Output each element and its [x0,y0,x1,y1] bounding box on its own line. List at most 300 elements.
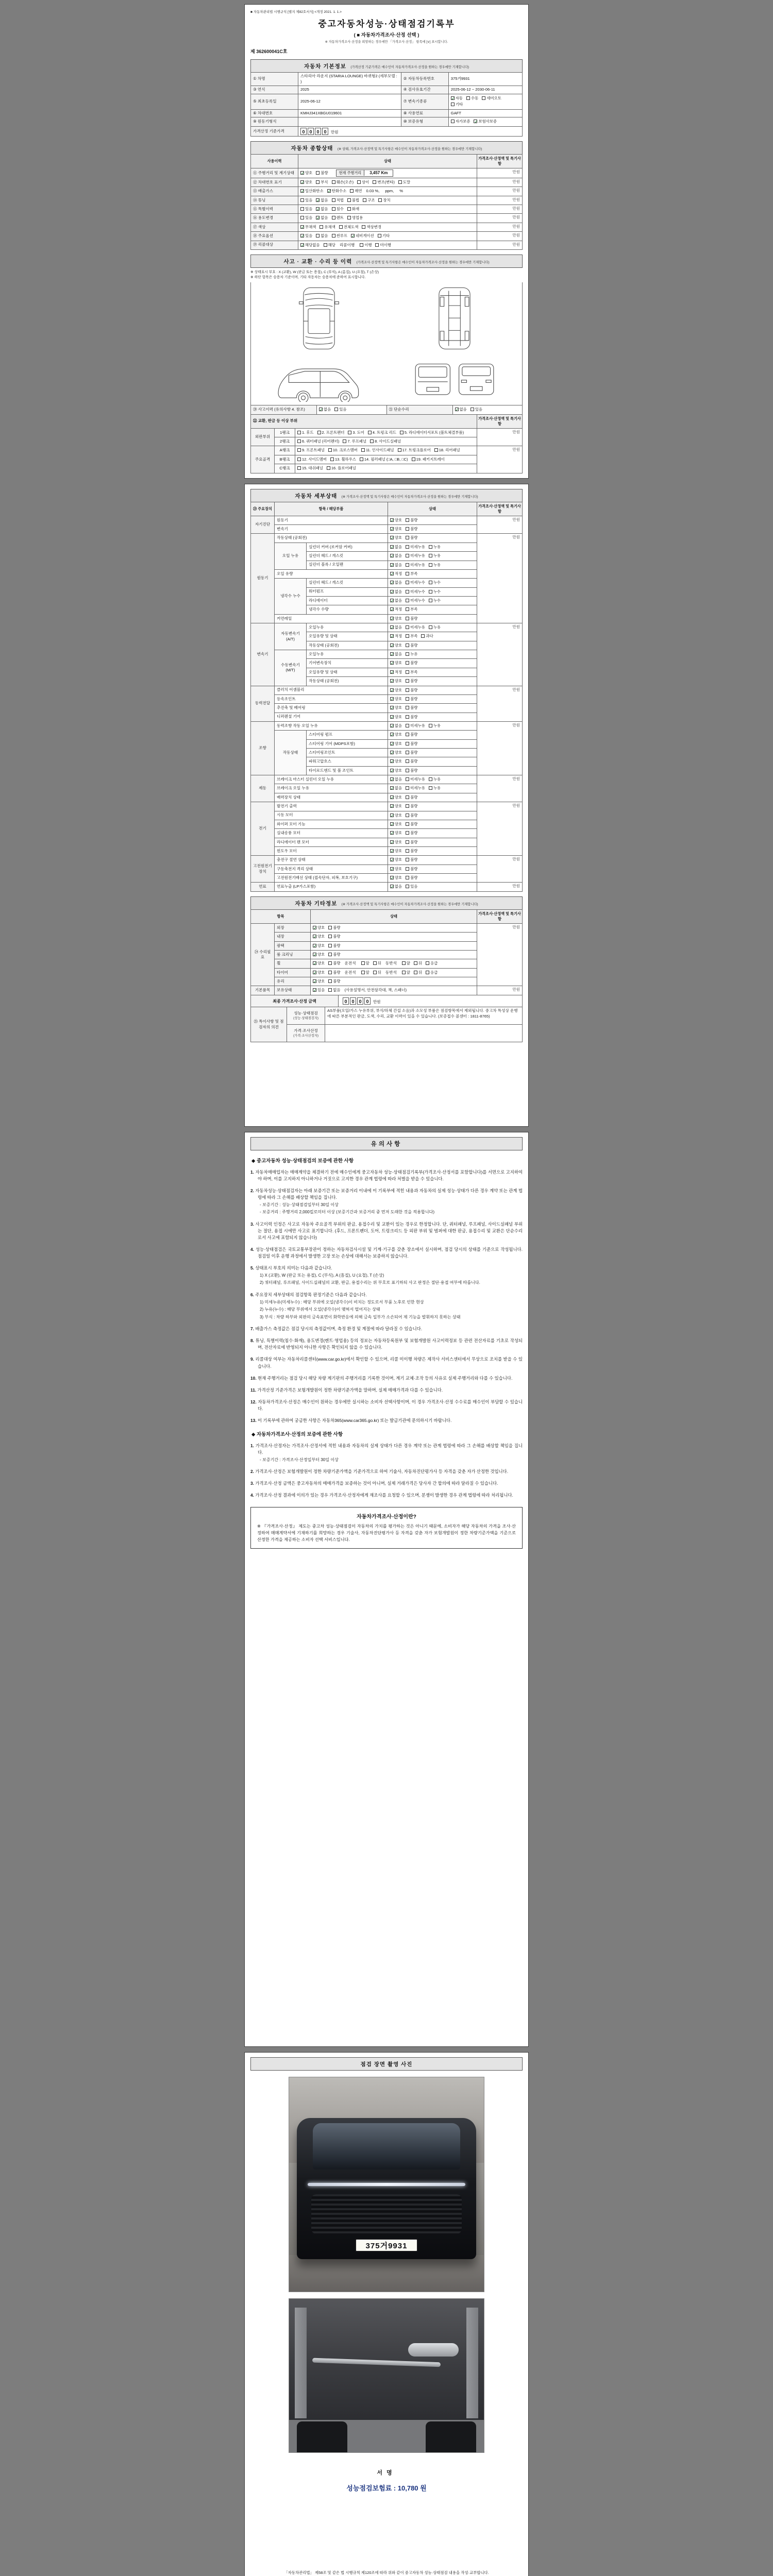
option-label: 양호 [394,759,402,764]
option-label: 1. 후드 [302,430,314,435]
checkbox-icon: ✓ [313,979,317,985]
rank-label: 1랭크 [275,428,295,437]
checkbox-icon [398,448,401,452]
checkbox-option [316,215,328,221]
checkbox-icon: ✓ [390,598,395,603]
price-cell: 만원 [477,196,523,205]
price-digit: 0 [308,128,314,135]
checkbox-option [348,430,364,435]
price-digit: 0 [315,128,321,135]
checkbox-icon [406,849,409,853]
checkbox-option [406,652,417,657]
checkbox-option [332,180,354,185]
checkbox-option [429,777,441,782]
option-label: 불량 [333,943,341,948]
option-label: 미세누수 [410,598,425,603]
device-item: 오일유량 및 상태 [307,668,388,676]
checkbox-option [347,198,359,203]
item-label: ⑭ 튜닝 [251,196,298,205]
option-label: 누유 [433,553,441,558]
notice-subitem: 2) 누유(누수) : 해당 부위에서 오일(냉각수)이 맺혀서 떨어지는 상태 [260,1307,380,1312]
field-label: ⑩ 보증유형 [401,117,448,126]
option-label: 전체도색 [343,224,359,229]
checkbox-icon [332,198,335,202]
final-price-value [339,995,523,1007]
price-cell: 만원 [477,986,523,995]
checkbox-option [361,970,369,975]
option-label: 양호 [305,179,313,184]
option-label: 썬루프 [336,233,347,239]
column-header: 상태 [388,502,477,516]
checkbox-icon [347,216,351,219]
checkbox-option [390,768,402,773]
checkbox-option [390,589,402,595]
checkbox-option [297,457,327,462]
option-label: 양호 [394,527,402,532]
device-state [388,552,477,561]
option-label: 구조 [367,197,375,202]
option-label: 양호 [317,934,325,939]
checkbox-icon [316,180,320,184]
checkbox-icon: ✓ [390,812,395,818]
notice-number: 13. [250,1417,258,1423]
checkbox-icon: ✓ [390,634,395,639]
notice-number: 6. [250,1292,256,1297]
option-label: 불량 [410,714,418,719]
checkbox-option [429,723,441,728]
device-item: 시동 모터 [275,811,388,820]
etc-state [311,986,477,995]
checkbox-icon [347,198,351,202]
checkbox-option [390,715,402,720]
checkbox-icon [466,96,470,100]
overall-row [251,223,523,231]
device-item: 원동기 [275,516,388,524]
option-label: 장치 [383,197,391,202]
option-label: 양호 [305,171,313,176]
checkbox-icon [406,876,409,879]
device-item: 기어변속장치 [307,659,388,668]
checkbox-icon [373,180,376,184]
checkbox-icon [317,431,321,434]
checkbox-option [455,407,467,412]
final-price-label: 최종 가격조사·산정 금액 [251,995,339,1007]
device-item: 실린더 헤드 / 개스킷 [307,552,388,561]
checkbox-icon [324,243,327,247]
checkbox-icon: ✓ [301,242,305,248]
checkbox-option [412,457,445,462]
checkbox-icon [406,769,409,772]
checkbox-option [300,233,312,239]
option-label: 이행 [364,242,372,247]
notice-item [250,1492,523,1499]
price-cell: 만원 [477,686,523,721]
checkbox-option [350,189,362,194]
price-cell: 만원 [477,223,523,231]
checkbox-icon [334,408,338,411]
price-digit: 0 [343,997,349,1005]
option-label: 양호 [317,943,325,948]
checkbox-option [363,198,375,203]
page-title: 중고자동차성능·상태점검기록부 [318,19,455,29]
checkbox-icon [332,207,335,211]
device-state [388,838,477,846]
checkbox-icon [429,554,432,557]
section-header-basic [250,59,523,73]
field-value: GAFT [448,109,522,117]
checkbox-option [316,198,328,203]
option-label: 불량 [410,616,418,621]
checkbox-option [316,180,328,185]
front-grille [311,2194,462,2234]
checkbox-option [390,697,402,702]
checkbox-option [330,457,356,462]
notice-item [250,1246,523,1260]
option-label: 적정 [394,571,402,576]
checkbox-icon [429,590,432,594]
field-value: KMHJ341XBGU019601 [298,109,401,117]
notice-subitem: 3) 부식 : 차량 하부와 외판의 금속표면이 화학반응에 의해 금속 일부가 소손되어 제 기능을 발휘하지 못하는 상태 [260,1314,461,1319]
checkbox-icon: ✓ [390,705,395,711]
price-cell: 만원 [477,923,523,986]
option-label: 9. 프론트패널 [302,448,325,453]
option-label: 불량 [410,794,418,800]
device-item: 윈도우 모터 [275,847,388,856]
checkbox-option [451,102,463,107]
option-label: 해당 [328,242,335,247]
field-value [298,117,401,126]
checkbox-icon [406,536,409,539]
checkbox-option [406,625,425,630]
option-label: 없음 [394,544,402,549]
checkbox-icon [406,804,409,808]
checkbox-icon [402,971,406,974]
checkbox-option [313,934,325,939]
device-item: 구동축전지 격리 상태 [275,865,388,873]
checkbox-option [297,448,325,453]
notice-text: 가격조사·산정자는 가격조사·산정서에 적힌 내용과 자동차의 실제 상태가 다른 경우 계약 또는 관계 법령에 따라 그 손해를 배상할 책임을 집니다. [255,1443,523,1455]
checkbox-option [390,679,402,684]
etc-row [251,986,523,995]
option-label: 불량 [410,741,418,746]
option-label: 누유 [433,786,441,791]
option-label: 없음 [459,407,467,412]
option-label: 양호 [317,979,325,984]
checkbox-option [429,580,441,585]
checkbox-icon: ✓ [351,233,356,239]
checkbox-option [406,840,417,845]
section-title-accident: 사고 · 교환 · 수리 등 이력 [283,258,352,265]
notice-subtitle: ◆ 중고자동차 성능·상태점검의 보증에 관한 사항 [251,1158,354,1164]
checkbox-option [313,952,325,957]
value-text: 운전석 [344,961,356,966]
option-label: 양호 [394,741,402,746]
option-label: 적정 [394,607,402,612]
item-state [298,223,477,231]
checkbox-icon: ✓ [390,777,395,783]
panel-row [251,428,523,437]
etc-item: 휠 [275,959,311,968]
notice-items [250,1169,523,1424]
checkbox-icon: ✓ [451,95,455,101]
price-cell: 만원 [477,205,523,214]
checkbox-option [313,988,325,993]
price-digit: 0 [350,997,356,1005]
option-label: 없음 [324,407,331,412]
device-group: 자기진단 [251,516,275,534]
item-state [298,187,477,196]
device-item: 오일누유 [307,650,388,659]
fee-label: 성능점검보험료 : [346,2484,396,2492]
option-label: 7. 루프패널 [347,439,367,444]
device-subgroup: 오일 누유 [275,543,307,569]
checkbox-icon: ✓ [390,535,395,541]
checkbox-option [451,119,470,124]
checkbox-option [390,688,402,693]
device-item: 브레이크 마스터 실린더 오일 누유 [275,775,388,784]
checkbox-icon [343,439,346,443]
option-label: 앞 [365,970,369,975]
option-label: 부족 [410,571,418,576]
checkbox-option [390,535,402,540]
checkbox-option [390,580,402,585]
option-label: 양호 [394,857,402,862]
option-label: 불량 [333,979,341,984]
basic-row [251,86,523,94]
notice-text: 사고이력 인정은 사고로 자동차 주요골격 부위의 판금, 용접수리 및 교환이 있는 경우로 한정합니다. 단, 쿼터패널, 루프패널, 사이드실패널 부위는 절단, 용접 시에만 사고로 표기합니다. (후드, 프론트펜더, 도어, 트렁크리드 등 외판 부위 및 범퍼에 대한 판금, 용접수리 및 교환은 단순수리로서 사고에 포함되지 않습니다) [255,1221,523,1240]
checkbox-icon [406,885,409,888]
checkbox-icon [406,724,409,727]
section-note-detail: (※ 가격조사·산정액 및 특기사항은 매수인이 자동차가격조사·산정을 원하는 경우에만 기재합니다) [341,495,478,499]
field-value: 375거9931 [448,73,522,86]
checkbox-icon: ✓ [301,189,305,194]
checkbox-option [390,813,402,818]
column-header: 항목 [251,909,311,923]
device-item: 타이로드엔드 및 볼 조인트 [307,766,388,775]
notice-number: 4. [250,1246,256,1252]
notice-item [250,1387,523,1394]
device-state [388,623,477,632]
price-digit-boxes [343,999,381,1004]
checkbox-option [327,189,347,194]
checkbox-icon: ✓ [313,970,317,975]
checkbox-option [347,215,363,221]
option-label: 탄화수소 [331,189,347,194]
device-item: 디퍼렌셜 기어 [275,713,388,721]
price-cell: 만원 [477,428,523,446]
option-label: 4. 트렁크 리드 [372,430,396,435]
checkbox-option [429,786,441,791]
status-state [317,405,387,414]
option-label: 불량 [410,866,418,871]
overall-row [251,178,523,187]
checkbox-icon [406,822,409,826]
option-label: 양호 [394,660,402,666]
detail-row [251,623,523,632]
price-cell: 만원 [477,802,523,856]
price-notice-items [250,1443,523,1499]
notice-item [250,1468,523,1475]
price-cell: 만원 [477,534,523,623]
headlight-bar [308,2183,465,2186]
checkbox-icon [406,679,409,683]
checkbox-icon [332,180,335,184]
checkbox-option [390,518,402,523]
notice-number: 11. [250,1387,258,1393]
field-value [298,126,523,137]
car-top-view-diagram [280,285,358,351]
final-price-row [251,995,523,1007]
checkbox-option [339,225,359,230]
overall-row [251,241,523,249]
notice-number: 4. [250,1493,256,1498]
opinion-row-performance [251,1007,523,1025]
device-item: 연료누출 (LP가스포함) [275,883,388,891]
checkbox-icon [414,961,417,965]
checkbox-option [324,243,335,248]
device-item: 실린더 커버 (로커암 커버) [307,543,388,551]
checkbox-icon [362,225,365,229]
option-label: 과다 [426,634,433,639]
option-label: 누유 [433,562,441,567]
checkbox-icon [406,572,409,575]
basic-table [250,72,523,137]
checkbox-option [328,943,340,948]
checkbox-option [400,430,464,435]
checkbox-option [406,857,417,862]
checkbox-icon [406,599,409,602]
notice-text: 가격산정 기준가격은 보험개발원이 정한 차량기준가액을 말하며, 실제 매매가격과 다를 수 있습니다. [257,1387,443,1393]
option-label: 있음 [305,207,313,212]
checkbox-icon [406,545,409,549]
checkbox-icon: ✓ [390,527,395,532]
device-item: 스티어링 기어 (MDPS포함) [307,739,388,748]
device-state [388,856,477,865]
checkbox-option [390,545,402,550]
option-label: 불량 [410,812,418,818]
item-label: ⑲ 리콜대상 [251,241,298,249]
checkbox-icon [375,243,379,247]
item-label: ⑪ 주행거리 및 계기상태 [251,168,298,178]
checkbox-option [406,580,425,585]
price-cell: 만원 [477,187,523,196]
option-label: 앞 [406,970,411,975]
option-label: 15. 대쉬패널 [302,466,323,471]
option-label: 자가보증 [455,119,470,124]
state-code-legend: ※ 상태표시 부호 : X (교환), W (판금 또는 용접), C (부식), A (흠집), U (요철), T (손상) [250,270,379,274]
checkbox-option [328,970,340,975]
item-state [298,214,477,223]
panel-items [295,437,477,446]
checkbox-icon [406,518,409,522]
option-label: 미세누유 [410,553,425,558]
checkbox-icon [406,661,409,665]
option-label: 도말 [402,179,411,184]
checkbox-icon [357,180,361,184]
option-label: 10. 크로스멤버 [332,448,358,453]
option-label: 네비게이션 [355,233,374,239]
option-label: 부족 [410,669,418,674]
device-state [388,847,477,856]
price-digit-boxes [300,130,339,134]
option-label: 미세누수 [410,589,425,594]
checkbox-option [390,643,402,648]
option-label: 누유 [433,723,441,728]
checkbox-icon [328,953,332,956]
detail-row [251,534,523,543]
item-label: ⑯ 용도변경 [251,214,298,223]
option-label: 양호 [394,517,402,522]
option-label: 적법 [336,197,344,202]
checkbox-option [390,777,402,782]
column-header: 가격조사·산정액 및 특기사항 [477,155,523,168]
checkbox-icon [412,457,415,461]
notice-item [250,1417,523,1424]
notice-item [250,1221,523,1241]
checkbox-option [406,786,425,791]
device-state [388,883,477,891]
checkbox-icon [406,742,409,745]
checkbox-option [406,849,417,854]
checkbox-option [300,189,324,194]
option-label: 응급 [430,970,438,975]
option-label: 미세누유 [410,625,425,630]
checkbox-option [429,553,441,558]
notice-text: 자동차매매업자는 매매계약을 체결하기 전에 매수인에게 중고자동차 성능·상태점검기록부(가격조사·산정서를 포함합니다)를 서면으로 고지하여야 하며, 이를 고지하지 아니하거나 거짓으로 고지한 경우 관계 법령에 따라 처벌을 받을 수 있습니다. [255,1169,523,1181]
checkbox-option [390,840,402,845]
device-state [388,561,477,569]
device-item: 고전원전기배선 상태 (접속단자, 피복, 보호기구) [275,874,388,883]
value-text: 동반석 [385,961,397,966]
checkbox-icon [451,120,455,123]
notice-subitem: 1) 미세누유(미세누수) : 해당 부위에 오일(냉각수)이 비치는 정도로서 부품 노후로 인한 현상 [260,1299,424,1304]
option-label: 누수 [433,598,441,603]
option-label: 앞 [365,961,369,966]
checkbox-icon [406,634,409,638]
checkbox-icon [406,831,409,835]
price-notice-title: ◆ 자동차가격조사·산정의 보증에 관한 사항 [251,1431,343,1437]
checkbox-icon [360,243,363,247]
checkbox-option [406,741,417,747]
car-underbody-diagram [416,285,493,351]
notice-subitem: - 보증기간 : 성능·상태점검일부터 30일 이상 [260,1202,339,1207]
option-label: 18. 리어패널 [439,448,460,453]
checkbox-icon [429,724,432,727]
device-item: 라디에이터 [307,596,388,605]
option-label: 불량 [410,804,418,809]
checkbox-option [406,598,425,603]
checkbox-option [347,207,359,212]
notice-number: 1. [250,1443,256,1448]
lift-rail-right [466,2308,478,2418]
field-label: ⑤ 최초등록일 [251,94,298,109]
device-item: 실린더 블록 / 오일팬 [307,561,388,569]
option-label: 매연 [355,189,362,194]
value-text: 0.03 %, [366,189,380,194]
checkbox-icon [421,634,425,638]
option-label: 누유 [433,777,441,782]
checkbox-icon [406,554,409,557]
device-group: 제동 [251,775,275,802]
checkbox-option [406,527,417,532]
checkbox-icon: ✓ [313,961,317,967]
option-label: 없음 [394,598,402,603]
checkbox-option [406,545,425,550]
option-label: 불량 [410,839,418,844]
checkbox-option [390,884,402,889]
device-state [388,632,477,641]
checkbox-icon [373,961,377,965]
